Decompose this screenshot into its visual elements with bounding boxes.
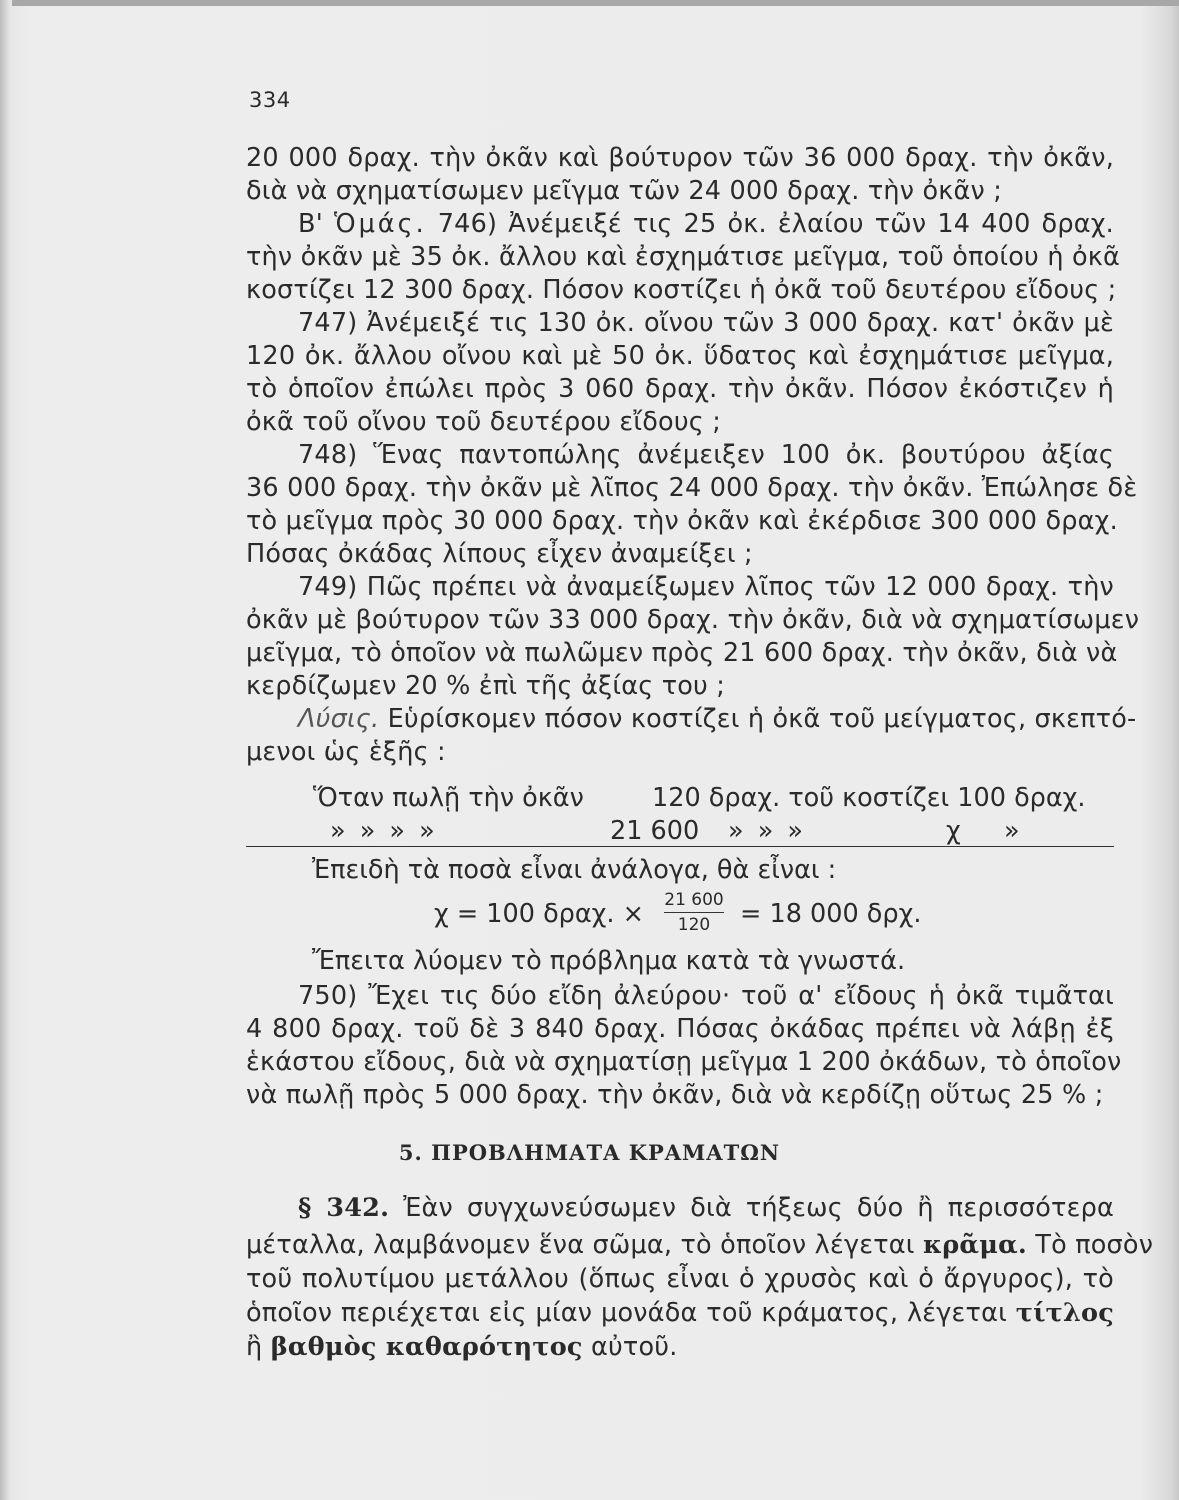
term-krama: κρᾶμα.	[922, 1230, 1027, 1260]
group-word: Ὁμάς.	[333, 209, 427, 239]
formula-denominator: 120	[677, 915, 711, 935]
page-number: 334	[249, 88, 291, 112]
text-line-750: νὰ πωλῇ πρὸς 5 000 δραχ. τὴν ὀκᾶν, διὰ νὰ κερδίζῃ οὕτως 25 % ;	[246, 1080, 1104, 1110]
text-line: κοστίζει 12 300 δραχ. Πόσον κοστίζει ἡ ὀκᾶ τοῦ δευτέρου εἴδους ;	[246, 275, 1117, 305]
text-line: μεῖγμα, τὸ ὁποῖον νὰ πωλῶμεν πρὸς 21 600 δραχ. τὴν ὀκᾶν, διὰ νὰ	[246, 638, 1118, 668]
table-row2-quotes-left: » » » »	[330, 816, 435, 846]
text-line-750: 4 800 δραχ. τοῦ δὲ 3 840 δραχ. Πόσας ὀκάδας πρέπει νὰ λάβῃ ἐξ	[246, 1014, 1114, 1044]
s342-line4	[246, 1297, 1114, 1330]
text-line: τὸ μεῖγμα πρὸς 30 000 δραχ. τὴν ὀκᾶν καὶ ἐκέρδισε 300 000 δραχ.	[246, 506, 1118, 536]
s342-line2	[246, 1229, 1154, 1262]
text-line: μενοι ὡς ἑξῆς :	[246, 737, 446, 767]
table-row2-quotes-right: » » »	[728, 816, 804, 846]
text-line: ὀκᾶ τοῦ οἴνου τοῦ δευτέρου εἴδους ;	[246, 407, 722, 437]
then-text: Ἔπειτα λύομεν τὸ πρόβλημα κατὰ τὰ γνωστά.	[312, 946, 906, 976]
text-line: 120 ὀκ. ἄλλου οἴνου καὶ μὲ 50 ὀκ. ὕδατος καὶ ἐσχημάτισε μεῖγμα,	[246, 341, 1114, 371]
section-title: 5. ΠΡΟΒΛΗΜΑΤΑ ΚΡΑΜΑΤΩΝ	[398, 1140, 781, 1165]
text-line: τὸ ὁποῖον ἐπώλει πρὸς 3 060 δραχ. τὴν ὀκᾶν. Πόσον ἐκόστιζεν ἡ	[246, 374, 1114, 404]
s342-text: αὐτοῦ.	[590, 1332, 678, 1362]
text-line-lysis	[246, 703, 1137, 736]
table-row1-left: Ὅταν πωλῇ τὴν ὀκᾶν	[313, 783, 584, 813]
text-line-750: ἑκάστου εἴδους, διὰ νὰ σχηματίσῃ μεῖγμα 1 200 ὀκάδων, τὸ ὁποῖον	[246, 1047, 1122, 1077]
s342-line3: τοῦ πολυτίμου μετάλλου (ὅπως εἶναι ὁ χρυσὸς καὶ ὁ ἄργυρος), τὸ	[246, 1264, 1114, 1294]
text-line: 748) Ἕνας παντοπώλης ἀνέμειξεν 100 ὀκ. βουτύρου ἀξίας	[298, 440, 1114, 470]
text-line: ὀκᾶν μὲ βούτυρον τῶν 33 000 δραχ. τὴν ὀκᾶν, διὰ νὰ σχηματίσωμεν	[246, 605, 1140, 635]
s342-text: ἢ	[246, 1332, 263, 1362]
table-row2-end: »	[1004, 816, 1020, 846]
scan-edge	[12, 0, 1179, 6]
text-line: Πόσας ὀκάδας λίπους εἶχεν ἀναμείξει ;	[246, 539, 753, 569]
formula-numerator: 21 600	[664, 890, 724, 910]
s342-text: Τὸ ποσὸν	[1035, 1230, 1154, 1260]
section-mark: § 342.	[298, 1193, 390, 1223]
lysis-text: Εὑρίσκομεν πόσον κοστίζει ἡ ὀκᾶ τοῦ μείγματος, σκεπτό-	[387, 704, 1137, 734]
text-line: κερδίζωμεν 20 % ἐπὶ τῆς ἀξίας του ;	[246, 671, 726, 701]
table-row1-right: 120 δραχ. τοῦ κοστίζει 100 δραχ.	[652, 783, 1086, 813]
text-line: 20 000 δραχ. τὴν ὀκᾶν καὶ βούτυρον τῶν 36 000 δραχ. τὴν ὀκᾶν,	[246, 143, 1114, 173]
text-line: 36 000 δραχ. τὴν ὀκᾶν μὲ λῖπος 24 000 δραχ. τὴν ὀκᾶν. Ἐπώλησε δὲ	[246, 473, 1138, 503]
lysis-label: Λύσις.	[298, 704, 380, 734]
since-text: Ἐπειδὴ τὰ ποσὰ εἶναι ἀνάλογα, θὰ εἶναι :	[312, 855, 837, 885]
table-row2-value: 21 600	[610, 816, 700, 846]
term-titlos: τίτλος	[1015, 1298, 1114, 1328]
s342-line5	[246, 1331, 1114, 1364]
s342-text: Ἐὰν συγχωνεύσωμεν διὰ τήξεως δύο ἢ περισσότερα	[403, 1193, 1114, 1223]
fraction-bar	[664, 912, 724, 913]
text-line-746	[246, 208, 1114, 241]
group-label: Β'	[298, 209, 323, 239]
text-line: διὰ νὰ σχηματίσωμεν μεῖγμα τῶν 24 000 δραχ. τὴν ὀκᾶν ;	[246, 176, 1003, 206]
text-line: 747) Ἀνέμειξέ τις 130 ὀκ. οἴνου τῶν 3 000 δραχ. κατ' ὀκᾶν μὲ	[298, 308, 1114, 338]
term-bathmos: βαθμὸς καθαρότητος	[270, 1332, 583, 1362]
s342-text: ὁποῖον περιέχεται εἰς μίαν μονάδα τοῦ κράματος, λέγεται	[246, 1298, 1007, 1328]
text-line-750: 750) Ἔχει τις δύο εἴδη ἀλεύρου· τοῦ α' εἴδους ἡ ὀκᾶ τιμᾶται	[298, 981, 1114, 1011]
formula-right: = 18 000 δρχ.	[740, 899, 922, 929]
s342-line1	[246, 1192, 1114, 1225]
formula-fraction	[664, 890, 724, 935]
formula-left: χ = 100 δραχ. ×	[434, 899, 644, 929]
table-row2-x: χ	[946, 816, 961, 846]
s342-text: μέταλλα, λαμβάνομεν ἕνα σῶμα, τὸ ὁποῖον λέγεται	[246, 1230, 915, 1260]
text-line: τὴν ὀκᾶν μὲ 35 ὀκ. ἄλλου καὶ ἐσχημάτισε μεῖγμα, τοῦ ὁποίου ἡ ὀκᾶ	[246, 242, 1121, 272]
table-rule	[246, 846, 1114, 847]
text-line: 749) Πῶς πρέπει νὰ ἀναμείξωμεν λῖπος τῶν 12 000 δραχ. τὴν	[298, 572, 1114, 602]
problem-746-start: 746) Ἀνέμειξέ τις 25 ὀκ. ἐλαίου τῶν 14 400 δραχ.	[437, 209, 1114, 239]
